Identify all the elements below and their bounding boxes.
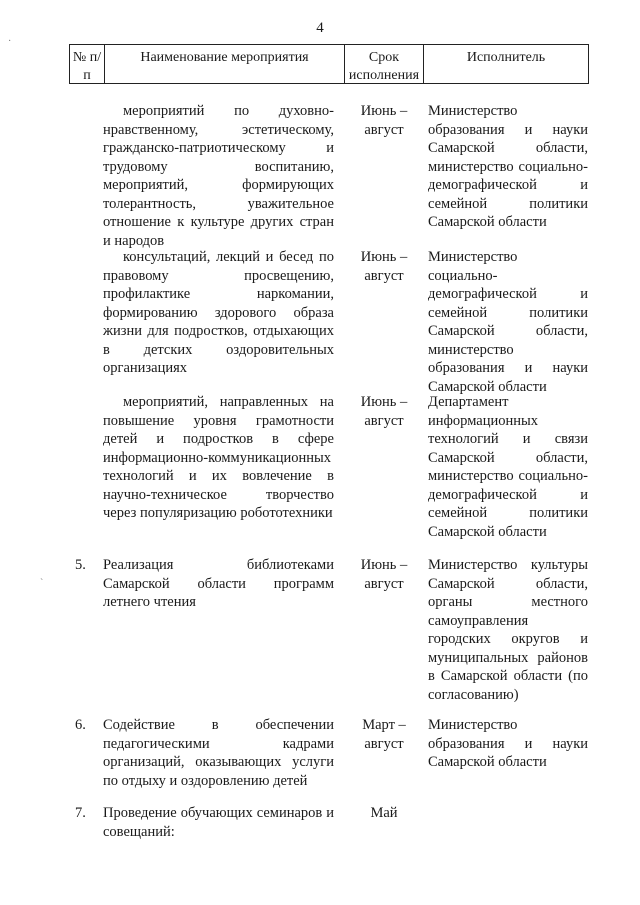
row-executor: Департамент информационных технологий и связи Самарской области, министерство социально-демографической и семейной политики Самарской области (428, 394, 588, 540)
row-num: 7. (75, 805, 86, 821)
row-num: 5. (75, 557, 86, 573)
row-term: Июнь – август (360, 249, 408, 284)
row-executor: Министерство социально-демографической и семейной политики Самарской области, министерство образования и науки Самарской области (428, 249, 588, 395)
row-description: мероприятий по духовно-нравственному, эстетическому, гражданско-патриотическому и трудовому воспитанию, мероприятий, формирующих толерантность, уважительное отношение к культуре других стран и народов (103, 103, 334, 249)
scan-mark: ˋ (40, 578, 44, 589)
row-executor: Министерство образования и науки Самарской области (428, 717, 588, 770)
page-number: 4 (316, 20, 324, 36)
row-description: мероприятий, направленных на повышение уровня грамотности детей и подростков в сфере информационно-коммуникационных технологий и их вовлечение в научно-техническое творчество через популяризацию робототехники (103, 394, 334, 521)
row-num: 6. (75, 717, 86, 733)
row-executor: Министерство культуры Самарской области, органы местного самоуправления городских округов и муниципальных районов в Самарской области (по согласованию) (428, 557, 588, 703)
row-description: Проведение обучающих семинаров и совещаний: (103, 805, 334, 840)
row-term: Май (370, 805, 398, 821)
header-executor: Исполнитель (423, 45, 588, 83)
table-header (69, 44, 589, 84)
header-num: № п/п (72, 50, 102, 83)
row-term: Июнь – август (360, 394, 408, 429)
row-executor: Министерство образования и науки Самарской области, министерство социально-демографической и семейной политики Самарской области (428, 103, 588, 230)
scan-mark: · (8, 36, 12, 47)
row-description: консультаций, лекций и бесед по правовому просвещению, профилактике наркомании, формированию здорового образа жизни для подростков, отдыхающих в детских оздоровительных организациях (103, 249, 334, 376)
row-description: Реализация библиотеками Самарской области программ летнего чтения (103, 557, 334, 610)
header-name: Наименование мероприятия (104, 45, 344, 83)
row-term: Март – август (362, 717, 406, 752)
row-term: Июнь – август (360, 103, 408, 138)
header-term: Срок исполнения (344, 45, 423, 83)
row-description: Содействие в обеспечении педагогическими кадрами организаций, оказывающих услуги по отдыху и оздоровлению детей (103, 717, 334, 789)
row-term: Июнь – август (360, 557, 408, 592)
